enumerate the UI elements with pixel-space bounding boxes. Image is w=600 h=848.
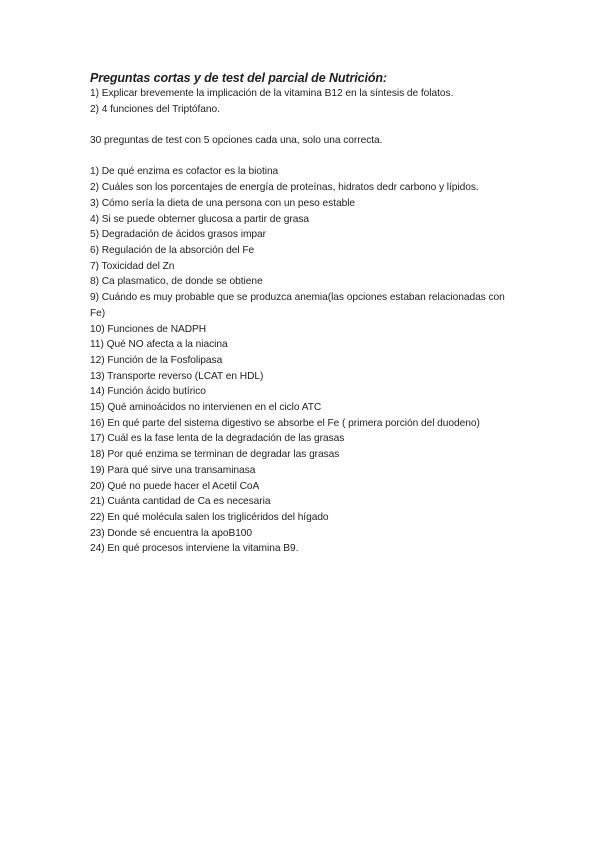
test-question: 24) En qué procesos interviene la vitamina B9. <box>90 543 299 555</box>
test-question: 13) Transporte reverso (LCAT en HDL) <box>90 370 264 382</box>
test-intro: 30 preguntas de test con 5 opciones cada una, solo una correcta. <box>90 135 383 147</box>
test-question: 15) Qué aminoácidos no intervienen en el ciclo ATC <box>90 402 322 414</box>
test-question: 23) Donde sé encuentra la apoB100 <box>90 527 253 539</box>
test-question: 18) Por qué enzima se terminan de degradar las grasas <box>90 449 340 461</box>
test-question: 17) Cuál es la fase lenta de la degradación de las grasas <box>90 433 345 445</box>
test-question: 12) Función de la Fosfolipasa <box>90 354 223 366</box>
test-question: 5) Degradación de ácidos grasos impar <box>90 229 266 241</box>
test-question: 16) En qué parte del sistema digestivo se absorbe el Fe ( primera porción del duodeno) <box>90 417 480 429</box>
document-title: Preguntas cortas y de test del parcial de Nutrición: <box>90 71 387 85</box>
short-question: 1) Explicar brevemente la implicación de la vitamina B12 en la síntesis de folatos. <box>90 88 454 99</box>
document-body <box>90 70 520 557</box>
test-question: 21) Cuánta cantidad de Ca es necesaria <box>90 496 271 508</box>
test-question: 2) Cuáles son los porcentajes de energía de proteínas, hidratos dedr carbono y lípidos. <box>90 182 479 194</box>
test-question: 3) Cómo sería la dieta de una persona con un peso estable <box>90 197 356 209</box>
test-question: 1) De qué enzima es cofactor es la biotina <box>90 166 279 178</box>
test-question: 14) Función ácido butírico <box>90 386 206 398</box>
short-question: 2) 4 funciones del Triptófano. <box>90 103 220 115</box>
test-question: 9) Cuándo es muy probable que se produzca anemia(las opciones estaban relacionadas con Fe) <box>90 292 505 319</box>
test-question: 6) Regulación de la absorción del Fe <box>90 245 255 256</box>
test-question: 20) Qué no puede hacer el Acetil CoA <box>90 480 260 492</box>
test-question-list <box>90 164 520 557</box>
test-question: 4) Si se puede obterner glucosa a partir de grasa <box>90 213 309 225</box>
test-question: 19) Para qué sirve una transaminasa <box>90 464 256 476</box>
test-question: 11) Qué NO afecta a la niacina <box>90 339 228 351</box>
test-question: 8) Ca plasmatico, de donde se obtiene <box>90 276 263 288</box>
blank-line <box>90 117 520 133</box>
blank-line <box>90 149 520 165</box>
test-question: 10) Funciones de NADPH <box>90 323 207 335</box>
test-question: 7) Toxicidad del Zn <box>90 260 175 272</box>
test-question: 22) En qué molécula salen los triglicéridos del hígado <box>90 511 329 523</box>
